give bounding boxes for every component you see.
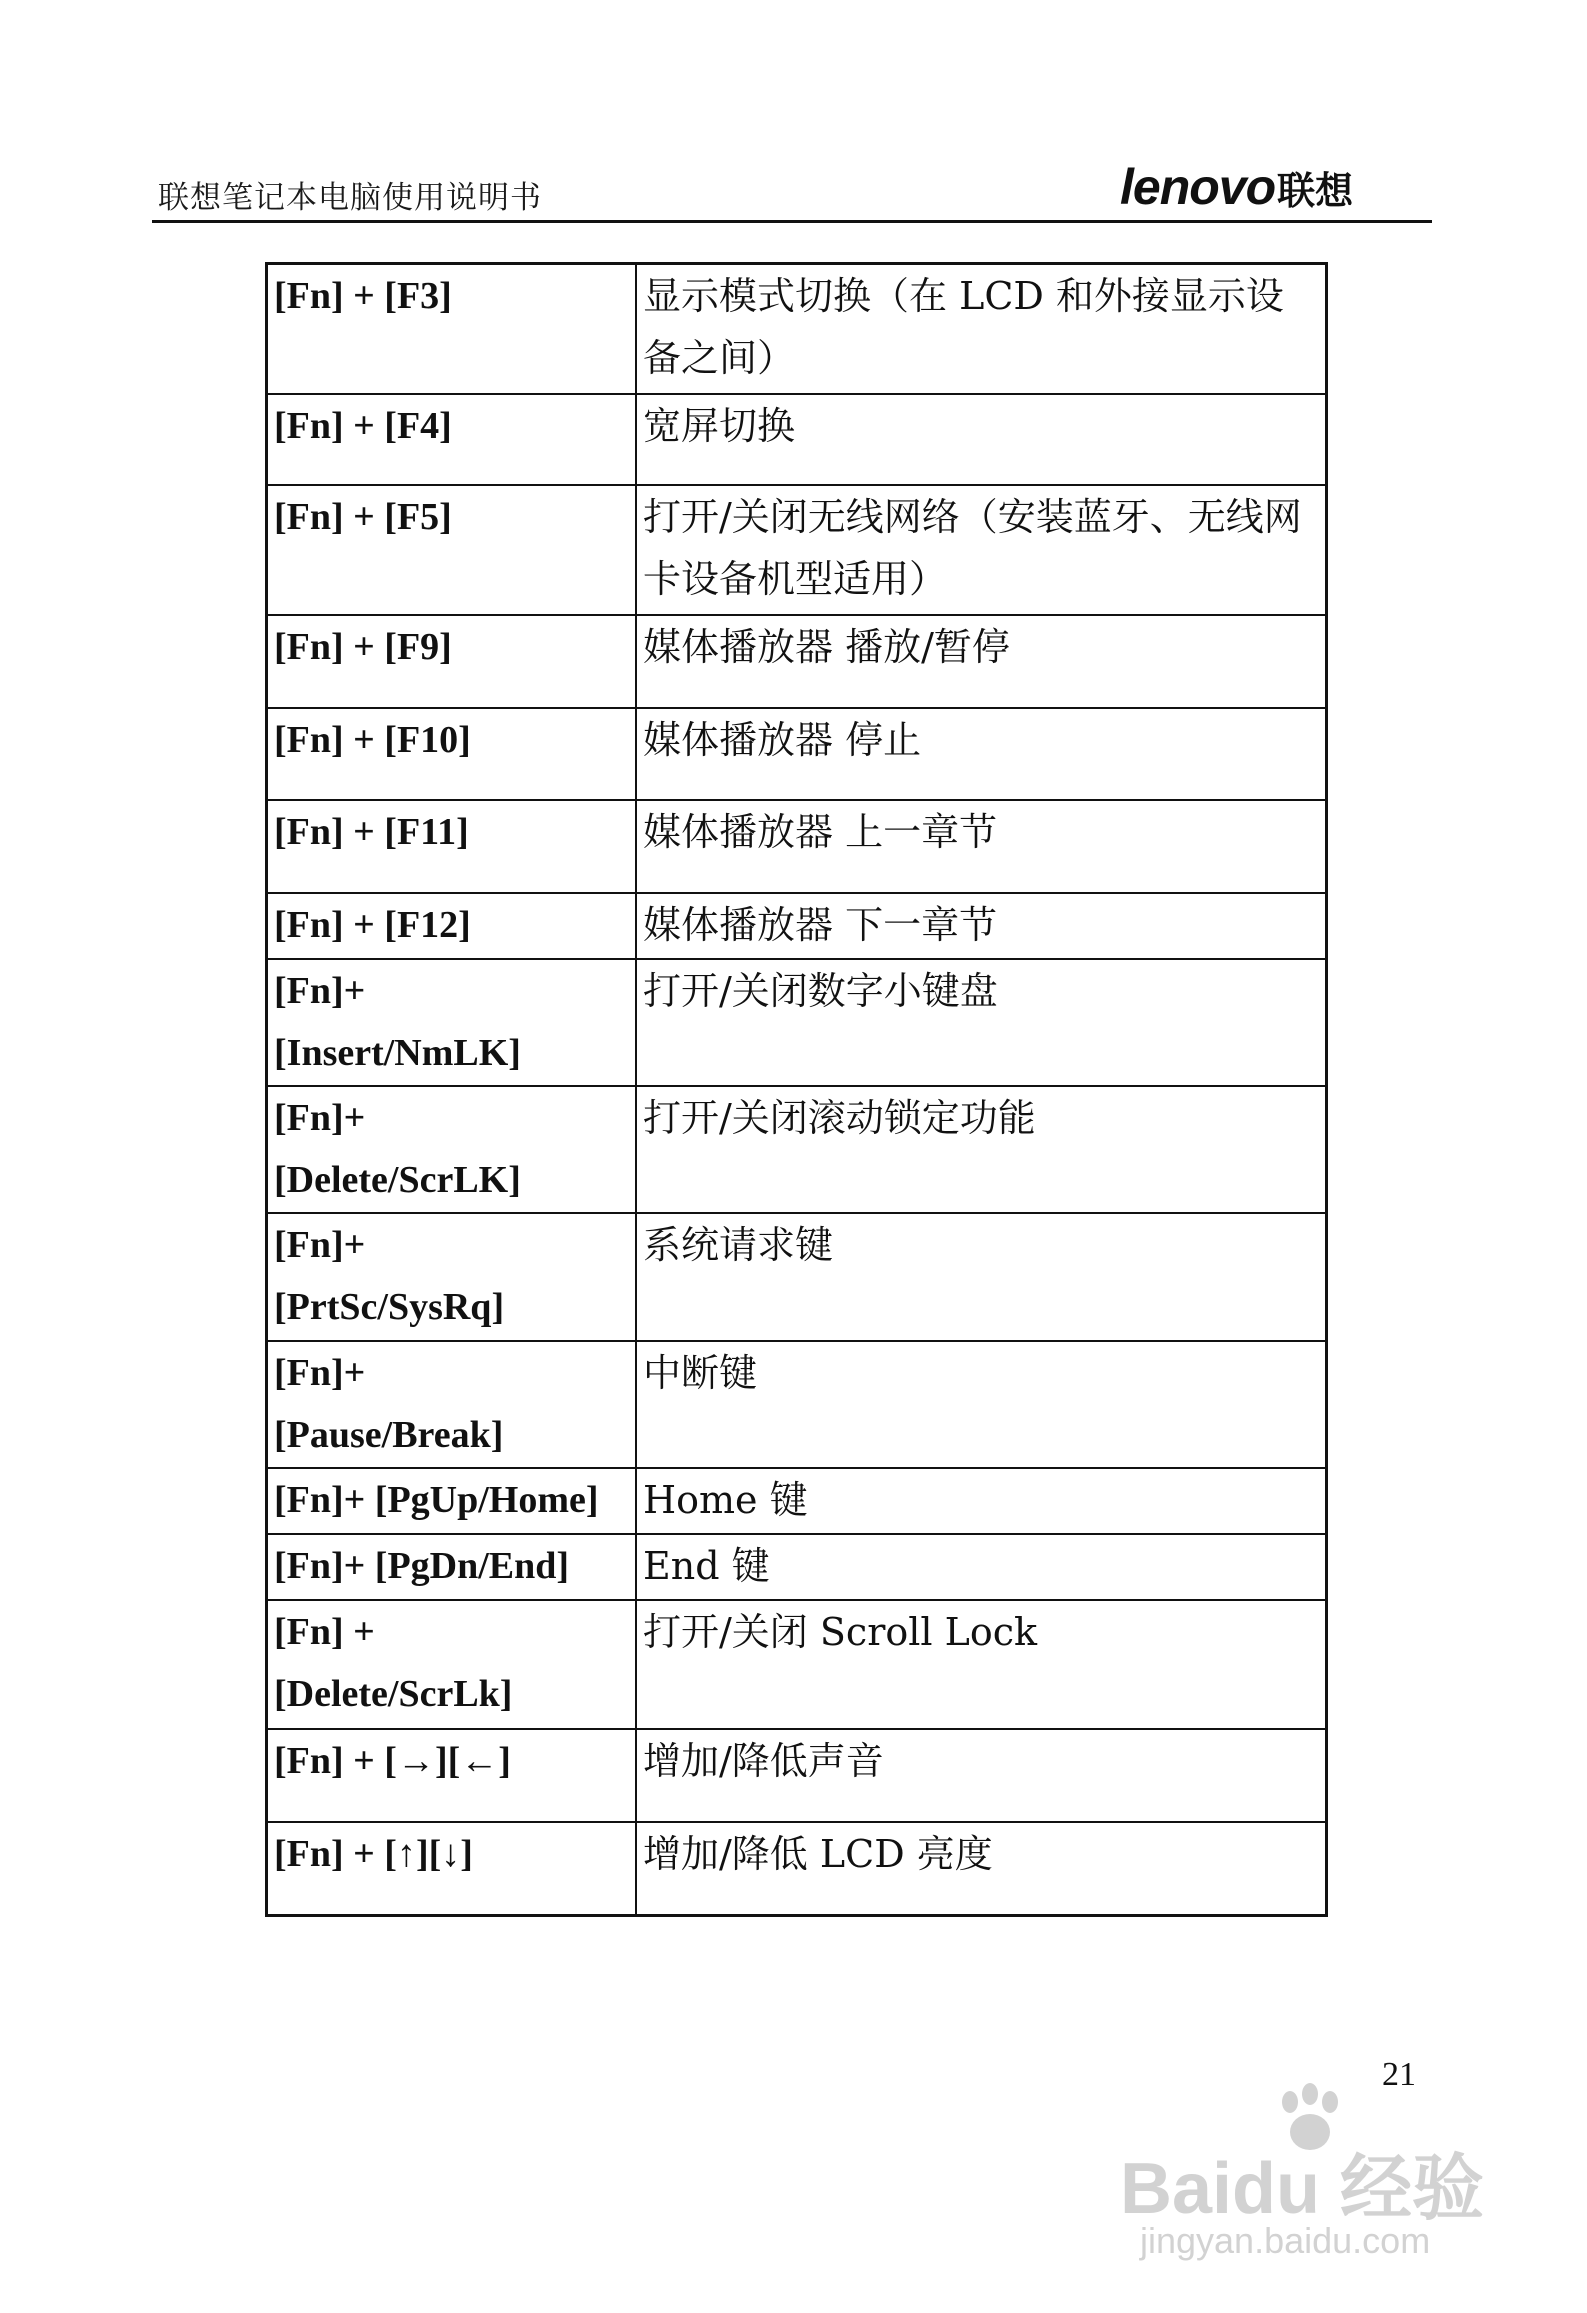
key-description: 媒体播放器 停止: [636, 708, 1327, 800]
key-combo: [Fn] + [F3]: [267, 264, 637, 394]
key-description: Home 键: [636, 1468, 1327, 1534]
table-row: [267, 264, 1327, 394]
table-row: [267, 893, 1327, 959]
key-combo: [Fn] + [F10]: [267, 708, 637, 800]
key-description: 媒体播放器 下一章节: [636, 893, 1327, 959]
key-description: 打开/关闭 Scroll Lock: [636, 1600, 1327, 1729]
table-row: [267, 800, 1327, 893]
table-row: [267, 1729, 1327, 1822]
key-description: 系统请求键: [636, 1213, 1327, 1341]
table-row: [267, 1600, 1327, 1729]
logo-text-cn: 联想: [1277, 171, 1354, 213]
lenovo-logo: [1120, 158, 1353, 216]
key-description: 打开/关闭滚动锁定功能: [636, 1086, 1327, 1213]
key-combo: [Fn] + [F12]: [267, 893, 637, 959]
table-row: [267, 959, 1327, 1086]
key-combo: [Fn]+ [PgDn/End]: [267, 1534, 637, 1600]
table-row: [267, 1534, 1327, 1600]
watermark-brand: Baidu 经验: [1120, 2149, 1485, 2229]
page-number: 21: [1382, 2056, 1416, 2093]
key-combo: [Fn] + [↑][↓]: [267, 1822, 637, 1916]
baidu-watermark: [1120, 2080, 1500, 2280]
key-combo: [Fn] + [Delete/ScrLk]: [267, 1600, 637, 1729]
key-combo: [Fn]+ [PrtSc/SysRq]: [267, 1213, 637, 1341]
key-description: 打开/关闭数字小键盘: [636, 959, 1327, 1086]
table-row: [267, 615, 1327, 708]
table-row: [267, 1086, 1327, 1213]
watermark-url: jingyan.baidu.com: [1140, 2220, 1431, 2261]
table-row: [267, 708, 1327, 800]
key-description: 增加/降低声音: [636, 1729, 1327, 1822]
key-description: 显示模式切换（在 LCD 和外接显示设备之间）: [636, 264, 1327, 394]
table-row: [267, 1468, 1327, 1534]
key-combo: [Fn] + [F11]: [267, 800, 637, 893]
table-row: [267, 1213, 1327, 1341]
key-description: 媒体播放器 播放/暂停: [636, 615, 1327, 708]
table-row: [267, 485, 1327, 615]
key-combo: [Fn] + [F5]: [267, 485, 637, 615]
shortcut-table: [265, 262, 1328, 1917]
key-description: 增加/降低 LCD 亮度: [636, 1822, 1327, 1916]
key-description: 宽屏切换: [636, 394, 1327, 485]
key-combo: [Fn]+ [Delete/ScrLK]: [267, 1086, 637, 1213]
logo-text: lenovo: [1120, 159, 1276, 215]
key-combo: [Fn] + [F4]: [267, 394, 637, 485]
key-description: 媒体播放器 上一章节: [636, 800, 1327, 893]
key-combo: [Fn]+ [Pause/Break]: [267, 1341, 637, 1468]
table-row: [267, 394, 1327, 485]
key-combo: [Fn] + [F9]: [267, 615, 637, 708]
key-description: 中断键: [636, 1341, 1327, 1468]
table-row: [267, 1822, 1327, 1916]
key-combo: [Fn]+ [PgUp/Home]: [267, 1468, 637, 1534]
document-title: 联想笔记本电脑使用说明书: [158, 180, 542, 216]
key-description: 打开/关闭无线网络（安装蓝牙、无线网卡设备机型适用）: [636, 485, 1327, 615]
key-description: End 键: [636, 1534, 1327, 1600]
table-row: [267, 1341, 1327, 1468]
key-combo: [Fn] + [→][←]: [267, 1729, 637, 1822]
key-combo: [Fn]+ [Insert/NmLK]: [267, 959, 637, 1086]
header-divider: [152, 220, 1432, 223]
